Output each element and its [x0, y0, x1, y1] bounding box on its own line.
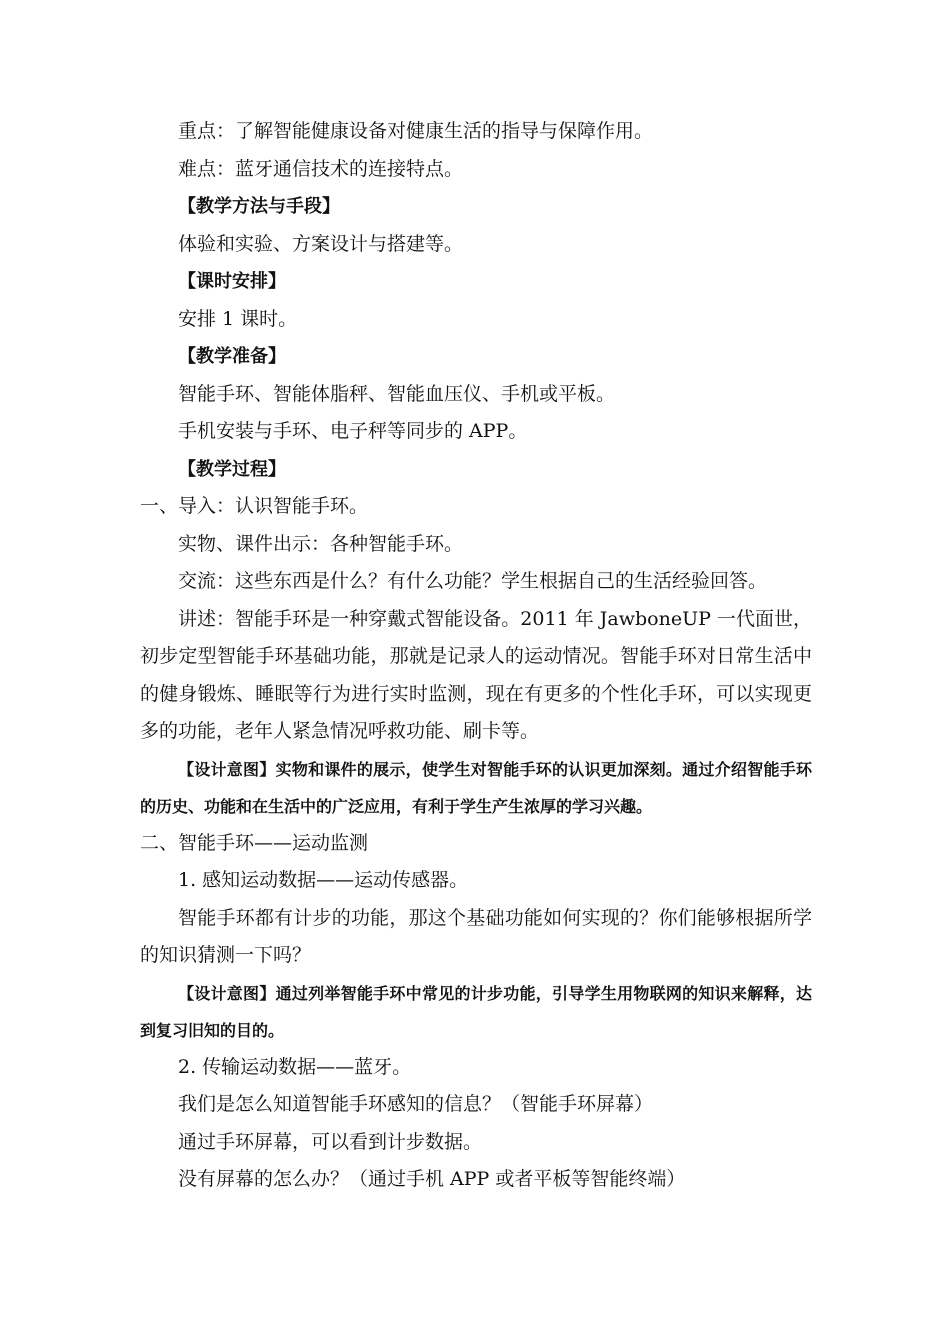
question-3-line: 没有屏幕的怎么办？（通过手机 APP 或者平板等智能终端）	[178, 1168, 686, 1190]
heading-class-schedule: 【课时安排】	[178, 271, 286, 292]
class-schedule-text: 安排 1 课时。	[178, 307, 298, 330]
question-2-line: 我们是怎么知道智能手环感知的信息？（智能手环屏幕）	[178, 1093, 654, 1115]
difficult-point-line: 难点：蓝牙通信技术的连接特点。	[178, 157, 464, 180]
teaching-prep-text-2: 手机安装与手环、电子秤等同步的 APP。	[178, 420, 528, 442]
section-one-title: 一、导入：认识智能手环。	[140, 495, 369, 517]
design-intent-2: 【设计意图】通过列举智能手环中常见的计步功能，引导学生用物联网的知识来解释，达到复习旧知的目的。	[140, 983, 812, 1040]
heading-teaching-method: 【教学方法与手段】	[178, 196, 340, 217]
subsection-1-title: 1. 感知运动数据——运动传感器。	[178, 869, 469, 891]
heading-teaching-process: 【教学过程】	[178, 458, 286, 480]
discuss-line: 交流：这些东西是什么？有什么功能？学生根据自己的生活经验回答。	[178, 570, 768, 592]
document-body	[140, 113, 812, 1199]
subsection-2-title: 2. 传输运动数据——蓝牙。	[178, 1055, 412, 1078]
design-intent-1: 【设计意图】实物和课件的展示，使学生对智能手环的认识更加深刻。通过介绍智能手环的历史、功能和在生活中的广泛应用，有利于学生产生浓厚的学习兴趣。	[140, 759, 812, 816]
key-point-line: 重点：了解智能健康设备对健康生活的指导与保障作用。	[178, 120, 654, 142]
section-two-title: 二、智能手环——运动监测	[140, 831, 369, 854]
show-line: 实物、课件出示：各种智能手环。	[178, 532, 464, 555]
question-1-paragraph: 智能手环都有计步的功能，那这个基础功能如何实现的？你们能够根据所学的知识猜测一下吗？	[140, 906, 812, 966]
answer-2-line: 通过手环屏幕，可以看到计步数据。	[178, 1130, 483, 1153]
heading-teaching-prep: 【教学准备】	[178, 346, 286, 367]
narrate-paragraph: 讲述：智能手环是一种穿戴式智能设备。2011 年 JawboneUP 一代面世，初步定型智能手环基础功能，那就是记录人的运动情况。智能手环对日常生活中的健身锻炼、睡眠等行为进行实时监测，现在有更多的个性化手环，可以实现更多的功能，老年人紧急情况呼救功能、刷卡等。	[140, 607, 812, 742]
teaching-method-text: 体验和实验、方案设计与搭建等。	[178, 232, 464, 255]
teaching-prep-text-1: 智能手环、智能体脂秤、智能血压仪、手机或平板。	[178, 382, 616, 405]
